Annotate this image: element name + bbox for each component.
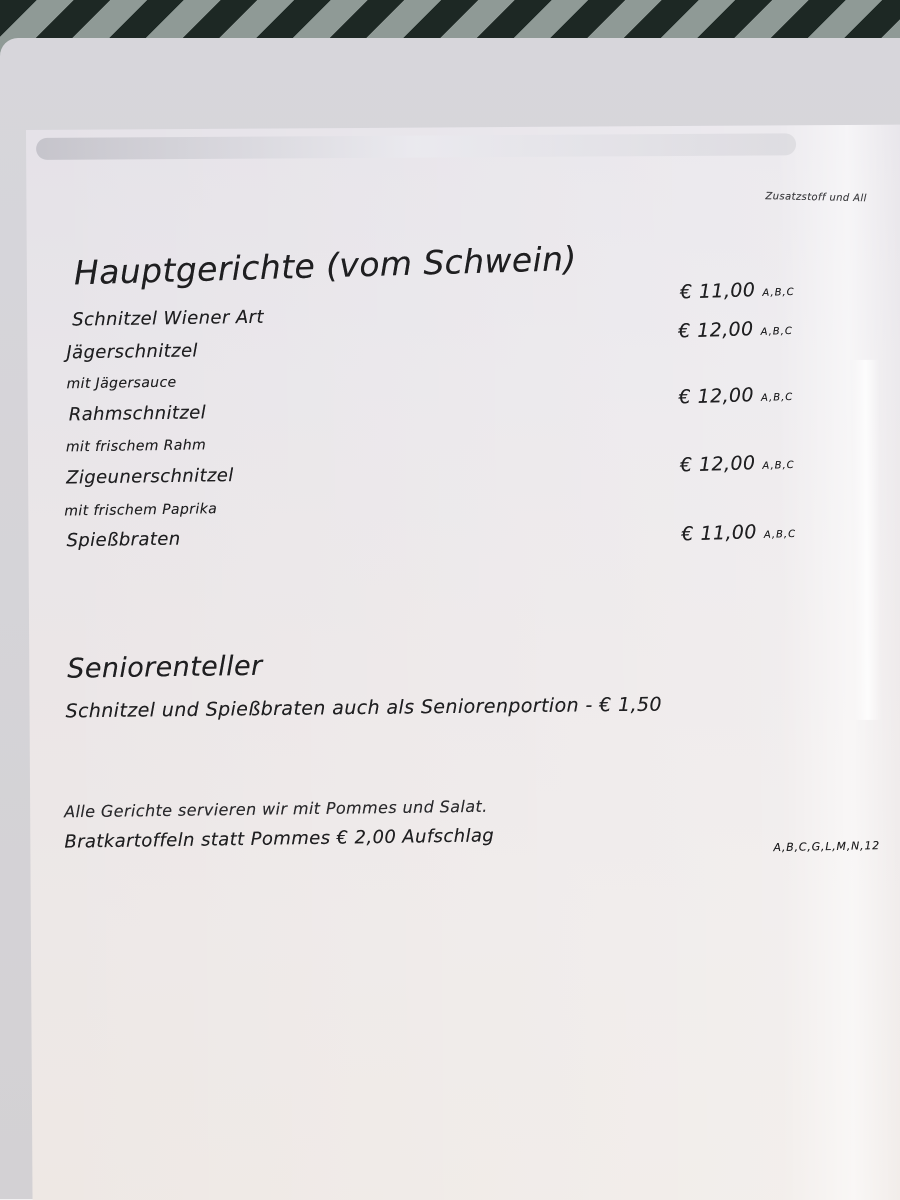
side-dish-note: Alle Gerichte servieren wir mit Pommes und Salat. xyxy=(64,796,488,822)
allergen-codes: A,B,C xyxy=(760,391,794,404)
item-name: Rahmschnitzel xyxy=(68,402,207,426)
item-price xyxy=(678,317,793,342)
price-text: € 12,00 xyxy=(679,452,756,477)
item-price xyxy=(680,278,795,303)
menu-page xyxy=(26,125,900,1200)
item-description: mit Jägersauce xyxy=(66,374,177,393)
senior-portion-note: Schnitzel und Spießbraten auch als Seniorenportion - € 1,50 xyxy=(65,693,663,723)
top-note: Zusatzstoff und All xyxy=(765,191,867,205)
senior-section-title: Seniorenteller xyxy=(67,650,263,685)
allergen-codes: A,B,C xyxy=(760,325,794,338)
item-description: mit frischem Paprika xyxy=(64,501,218,520)
price-text: € 12,00 xyxy=(677,318,754,343)
price-text: € 11,00 xyxy=(681,521,758,546)
price-text: € 11,00 xyxy=(679,279,756,304)
item-name: Spießbraten xyxy=(66,528,181,552)
item-name: Schnitzel Wiener Art xyxy=(72,306,265,331)
item-description: mit frischem Rahm xyxy=(65,437,207,456)
item-name: Jägerschnitzel xyxy=(66,340,199,364)
item-price xyxy=(678,383,793,408)
price-text: € 12,00 xyxy=(678,384,755,409)
allergen-codes: A,B,C xyxy=(762,286,795,299)
fried-potatoes-surcharge: Bratkartoffeln statt Pommes € 2,00 Aufschlag xyxy=(64,825,495,853)
allergen-codes: A,B,C xyxy=(762,459,795,472)
item-price xyxy=(680,451,795,476)
allergen-codes: A,B,C xyxy=(763,528,797,541)
main-course-title: Hauptgerichte (vom Schwein) xyxy=(73,238,578,293)
footer-allergen-codes: A,B,C,G,L,M,N,12 xyxy=(773,839,881,855)
item-name: Zigeunerschnitzel xyxy=(65,465,234,489)
menu-folder xyxy=(0,38,900,1200)
item-price xyxy=(681,520,796,545)
